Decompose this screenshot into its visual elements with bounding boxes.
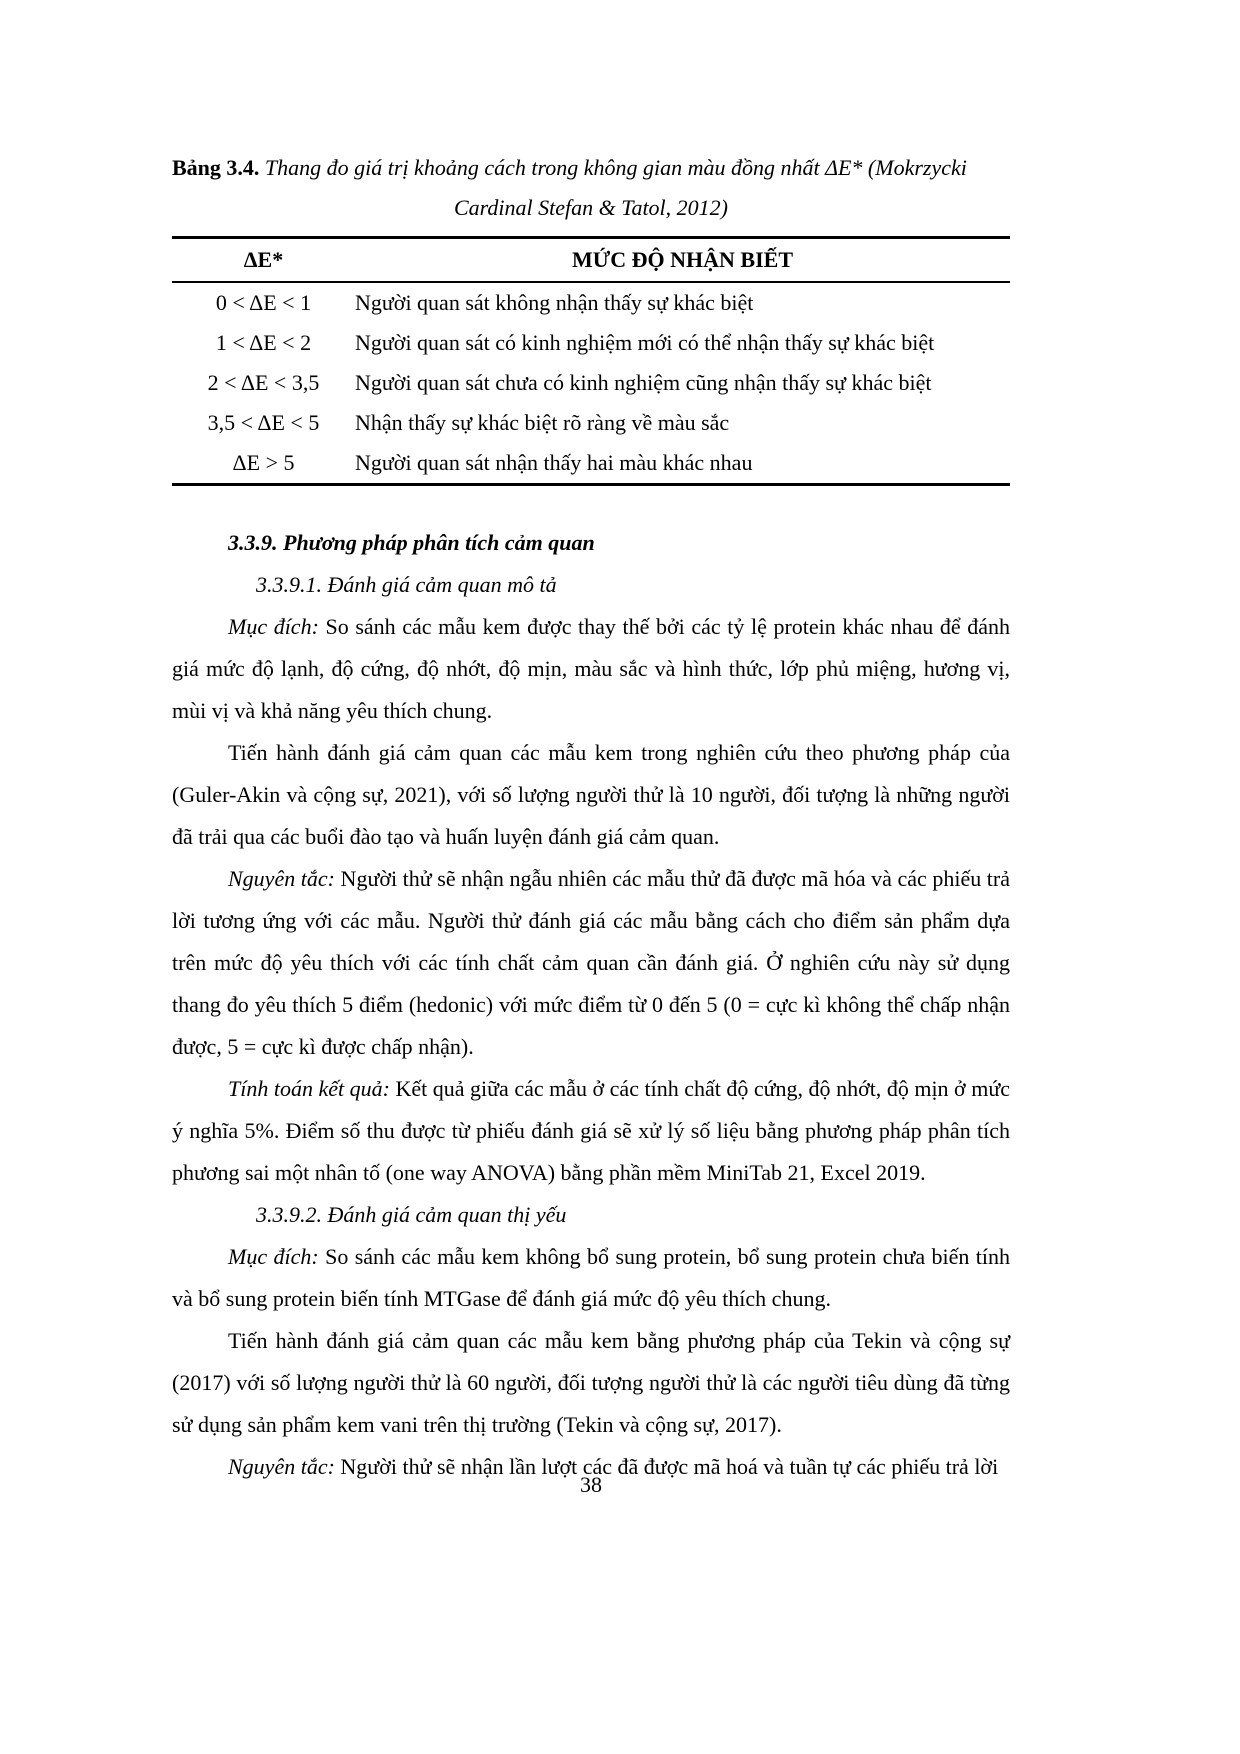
table-cell-description: Nhận thấy sự khác biệt rõ ràng về màu sắc bbox=[355, 410, 730, 435]
paragraph-text-nguyen-tac-2: Người thử sẽ nhận lần lượt các đã được mã hoá và tuần tự các phiếu trả lời bbox=[334, 1454, 999, 1479]
table-header-row bbox=[172, 238, 1010, 283]
table-cell-description: Người quan sát có kinh nghiệm mới có thể nhận thấy sự khác biệt bbox=[355, 330, 935, 355]
table-cell-description: Người quan sát không nhận thấy sự khác biệt bbox=[355, 290, 754, 315]
paragraph-lead-nguyen-tac-1: Nguyên tắc: bbox=[228, 866, 335, 891]
table-cell-range: ΔE > 5 bbox=[232, 450, 295, 475]
delta-e-scale-table bbox=[172, 236, 1010, 486]
table-body bbox=[172, 282, 1010, 485]
paragraph-text-nguyen-tac-1: Người thử sẽ nhận ngẫu nhiên các mẫu thử đã được mã hóa và các phiếu trả lời tương ứng với các mẫu. Người thử đánh giá các mẫu bằng cách cho điểm sản phẩm dựa trên mức độ yêu thích với các tính chất cảm quan cần đánh giá. Ở nghiên cứu này sử dụng thang đo yêu thích 5 điểm (hedonic) với mức điểm từ 0 đến 5 (0 = cực kì không thể chấp nhận được, 5 = cực kì được chấp nhận). bbox=[172, 866, 1011, 1059]
table-head bbox=[172, 238, 1010, 283]
paragraph-lead-tinh-toan: Tính toán kết quả: bbox=[228, 1076, 390, 1101]
paragraph-lead-muc-dich-1: Mục đích: bbox=[228, 614, 319, 639]
paragraph-tien-hanh-1: Tiến hành đánh giá cảm quan các mẫu kem trong nghiên cứu theo phương pháp của (Guler-Akin và cộng sự, 2021), với số lượng người thử là 10 người, đối tượng là những người đã trải qua các buổi đào tạo và huấn luyện đánh giá cảm quan. bbox=[172, 740, 1010, 849]
paragraph-text-muc-dich-1: So sánh các mẫu kem được thay thế bởi các tỷ lệ protein khác nhau để đánh giá mức độ lạnh, độ cứng, độ nhớt, độ mịn, màu sắc và hình thức, lớp phủ miệng, hương vị, mùi vị và khả năng yêu thích chung. bbox=[172, 614, 1011, 723]
table-cell-range: 3,5 < ΔE < 5 bbox=[207, 410, 320, 435]
section-heading-3-3-9: 3.3.9. Phương pháp phân tích cảm quan bbox=[228, 530, 595, 555]
table-caption-text: Thang đo giá trị khoảng cách trong không gian màu đồng nhất ΔE* (Mokrzycki bbox=[259, 155, 967, 180]
table-row bbox=[172, 363, 1010, 403]
paragraph-lead-muc-dich-2: Mục đích: bbox=[228, 1244, 319, 1269]
paragraph-muc-dich-2 bbox=[172, 1236, 1010, 1320]
table-caption-line2: Cardinal Stefan & Tatol, 2012) bbox=[453, 195, 728, 220]
table-caption-label: Bảng 3.4. bbox=[172, 155, 260, 180]
body-text bbox=[172, 522, 1010, 1488]
section-heading-3-3-9-1: 3.3.9.1. Đánh giá cảm quan mô tả bbox=[256, 572, 557, 597]
table-row bbox=[172, 282, 1010, 323]
table-row bbox=[172, 323, 1010, 363]
table-cell-range: 0 < ΔE < 1 bbox=[215, 290, 312, 315]
table-header-recognition-level: MỨC ĐỘ NHẬN BIẾT bbox=[355, 238, 1010, 283]
table-cell-range: 1 < ΔE < 2 bbox=[215, 330, 312, 355]
paragraph-text-muc-dich-2: So sánh các mẫu kem không bổ sung protein, bổ sung protein chưa biến tính và bổ sung protein biến tính MTGase để đánh giá mức độ yêu thích chung. bbox=[172, 1244, 1010, 1311]
paragraph-muc-dich-1 bbox=[172, 606, 1010, 732]
table-cell-description: Người quan sát chưa có kinh nghiệm cũng nhận thấy sự khác biệt bbox=[355, 370, 932, 395]
table-row bbox=[172, 403, 1010, 443]
page-content bbox=[172, 148, 1010, 1488]
paragraph-nguyen-tac-1 bbox=[172, 858, 1010, 1068]
paragraph-text-tinh-toan: Kết quả giữa các mẫu ở các tính chất độ cứng, độ nhớt, độ mịn ở mức ý nghĩa 5%. Điểm số thu được từ phiếu đánh giá sẽ xử lý số liệu bằng phương pháp phân tích phương sai một nhân tố (one way ANOVA) bằng phần mềm MiniTab 21, Excel 2019. bbox=[172, 1076, 1011, 1185]
paragraph-lead-nguyen-tac-2: Nguyên tắc: bbox=[228, 1454, 335, 1479]
section-heading-3-3-9-2: 3.3.9.2. Đánh giá cảm quan thị yếu bbox=[256, 1202, 567, 1227]
paragraph-tinh-toan bbox=[172, 1068, 1010, 1194]
table-cell-range: 2 < ΔE < 3,5 bbox=[207, 370, 320, 395]
table-row bbox=[172, 443, 1010, 485]
table-cell-description: Người quan sát nhận thấy hai màu khác nhau bbox=[355, 450, 753, 475]
paragraph-tien-hanh-2: Tiến hành đánh giá cảm quan các mẫu kem bằng phương pháp của Tekin và cộng sự (2017) với số lượng người thử là 60 người, đối tượng người thử là các người tiêu dùng đã từng sử dụng sản phẩm kem vani trên thị trường (Tekin và cộng sự, 2017). bbox=[172, 1328, 1010, 1437]
page-number: 38 bbox=[580, 1472, 602, 1497]
table-caption bbox=[172, 148, 1010, 188]
table-header-delta-e: ΔE* bbox=[172, 238, 355, 283]
